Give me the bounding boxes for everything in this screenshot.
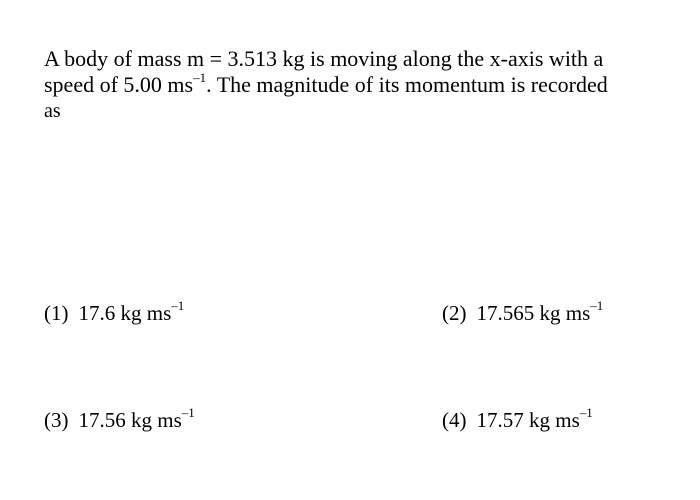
option-4-number: (4) — [442, 408, 467, 432]
question-line-2-rest: . The magnitude of its momentum is recorded — [206, 72, 608, 97]
option-3-number: (3) — [44, 408, 69, 432]
question-line-2 — [44, 69, 644, 98]
option-2-number: (2) — [442, 301, 467, 325]
option-2[interactable] — [442, 300, 603, 326]
option-3-exponent: –1 — [181, 405, 195, 420]
question-line-3: as — [44, 100, 61, 122]
question-line-1: A body of mass m = 3.513 kg is moving along the x-axis with a — [44, 46, 604, 71]
option-1[interactable] — [44, 300, 184, 326]
option-1-value: 17.6 kg ms — [78, 301, 172, 325]
question-text — [44, 46, 644, 124]
option-3[interactable] — [44, 407, 195, 433]
option-1-number: (1) — [44, 301, 69, 325]
option-4[interactable] — [442, 407, 593, 433]
option-4-value: 17.57 kg ms — [476, 408, 580, 432]
option-1-exponent: –1 — [171, 298, 185, 313]
question-speed-text: speed of 5.00 ms — [44, 72, 194, 97]
option-3-value: 17.56 kg ms — [78, 408, 182, 432]
question-speed-exponent: –1 — [193, 69, 207, 85]
option-2-value: 17.565 kg ms — [476, 301, 591, 325]
option-4-exponent: –1 — [579, 405, 593, 420]
option-2-exponent: –1 — [590, 298, 604, 313]
